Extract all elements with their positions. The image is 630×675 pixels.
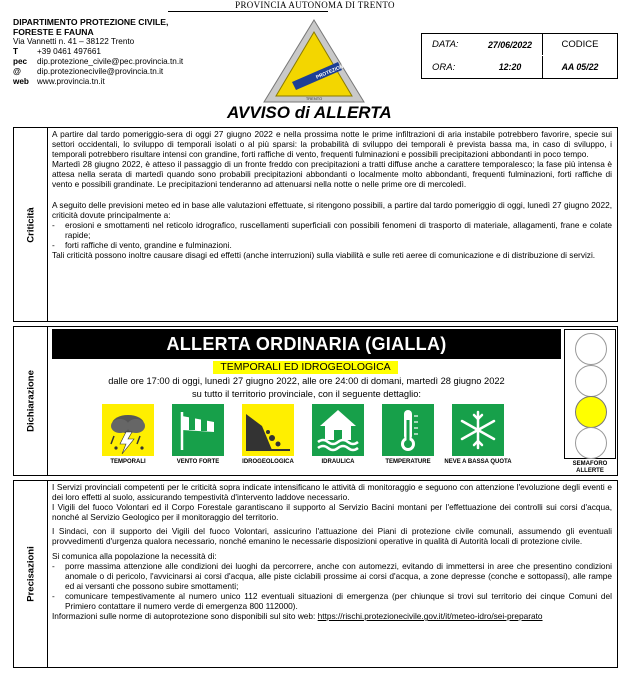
alert-area: su tutto il territorio provinciale, con il seguente dettaglio: — [192, 389, 421, 399]
dichiarazione-side-label: Dichiarazione — [14, 327, 48, 475]
windsock-icon — [172, 404, 224, 456]
precisazioni-paragraph: I Servizi provinciali competenti per le criticità sopra indicate intensificano le attività di monitoraggio e seguono con attenzione l'evoluzione degli eventi e dei loro effetti al suolo, assicurando tempestività d'intervento laddove necessario. — [52, 482, 612, 503]
document-meta — [421, 33, 618, 79]
alert-period: dalle ore 17:00 di oggi, lunedì 27 giugno 2022, alle ore 24:00 di domani, martedì 28 giugno 2022 — [108, 376, 505, 386]
landslide-icon — [242, 404, 294, 456]
criticita-side-label: Criticità — [14, 128, 48, 321]
hazard-neve — [444, 404, 512, 466]
department-info — [13, 17, 223, 87]
hazard-vento — [172, 404, 224, 466]
precisazioni-section — [13, 480, 618, 668]
date-label: DATA: — [432, 39, 459, 50]
dichiarazione-section — [13, 326, 618, 476]
contact-web[interactable]: web www.provincia.tn.it — [13, 77, 105, 86]
thermometer-icon — [382, 404, 434, 456]
storm-icon — [102, 404, 154, 456]
contact-pec[interactable]: pec dip.protezione_civile@pec.provincia.tn.it — [13, 57, 184, 66]
hazard-idraulica — [312, 404, 364, 466]
page-title: AVVISO di ALLERTA — [227, 103, 392, 122]
dept-name-line2: FORESTE E FAUNA — [13, 27, 94, 37]
lamp-green — [575, 427, 607, 459]
svg-text:TRENTO: TRENTO — [305, 96, 323, 101]
hazard-icons — [102, 404, 512, 470]
contact-email[interactable]: @ dip.protezionecivile@provincia.tn.it — [13, 67, 164, 76]
criticita-paragraph: A partire dal tardo pomeriggio-sera di oggi 27 giugno 2022 e nella prossima notte le prime infiltrazioni di aria instabile potrebbero favorire, specie sui settori occidentali, lo sviluppo di temporali isolati o al più sparsi: la probabilità di sviluppo dei temporali è prevista bassa ma, in caso di sviluppo, i temporali potrebbero risultare intensi con grandine, forti raffiche di vento, frequenti fulminazioni e possibili precipitazioni abbondanti in poco tempo. — [52, 129, 612, 160]
dept-name-line1: DIPARTIMENTO PROTEZIONE CIVILE, — [13, 17, 169, 27]
criticita-paragraph: A seguito delle previsioni meteo ed in base alle valutazioni effettuate, si ritengono possibili, a partire dal tardo pomeriggio di oggi, lunedì 27 giugno 2022, criticità dovute principalmente a: — [52, 199, 612, 220]
alert-type: TEMPORALI ED IDROGEOLOGICA — [213, 361, 398, 374]
hazard-label: VENTO FORTE — [176, 459, 220, 465]
dept-address: Via Vannetti n. 41 – 38122 Trento — [13, 37, 135, 46]
hazard-label: IDRAULICA — [321, 459, 355, 465]
time-label: ORA: — [432, 61, 456, 73]
criticita-section — [13, 127, 618, 322]
precisazioni-text — [52, 482, 612, 621]
hazard-temporali — [102, 404, 154, 466]
lamp-orange — [575, 365, 607, 397]
lamp-red — [575, 333, 607, 365]
contact-phone: T +39 0461 497661 — [13, 47, 101, 56]
precisazioni-paragraph: Informazioni sulle norme di autoprotezione sono disponibili sul sito web: https://rischi.protezionecivile.gov.it/it/meteo-idro/sei-preparato — [52, 611, 543, 622]
list-item: - erosioni e smottamenti nel reticolo idrografico, ruscellamenti superficiali con possibili fenomeni di trasporto di materiale, allagamenti, frane e colate rapide; — [52, 219, 612, 240]
criticita-text — [52, 129, 612, 260]
traffic-light-label: SEMAFORO ALLERTE — [572, 461, 608, 474]
hazard-label: TEMPERATURE — [385, 459, 431, 465]
protezione-civile-logo — [262, 18, 366, 104]
preparedness-link[interactable]: https://rischi.protezionecivile.gov.it/it/meteo-idro/sei-preparato — [317, 611, 543, 622]
list-item: - forti raffiche di vento, grandine e fulminazioni. — [52, 239, 232, 250]
precisazioni-paragraph: I Vigili del fuoco Volontari ed il Corpo Forestale garantiscano il supporto al Servizio Bacini montani per l'effettuazione dei controlli sui corsi d'acqua, nonché al Servizio Geologico per il monitoraggio del territorio. — [52, 502, 612, 523]
precisazioni-side-label: Precisazioni — [14, 481, 48, 667]
hazard-label: IDROGEOLOGICA — [242, 459, 294, 465]
alert-level-banner: ALLERTA ORDINARIA (GIALLA) — [52, 329, 561, 359]
list-item: - comunicare tempestivamente al numero unico 112 eventuali situazioni di emergenza (per chiunque si trovi sul territorio dei cinque Comuni del Primiero contattare il numero verde di emergenza 800 112000). — [52, 590, 612, 612]
code-label: CODICE — [542, 34, 617, 55]
list-item: - porre massima attenzione alle condizioni dei luoghi da percorrere, anche con automezzi, evitando di immettersi in aree che presentino condizioni anomale o di pericolo, l'avvicinarsi ai corsi d'acqua, alle piste ciclabili prossime ai corsi d'acqua, a zone depresse (conche e sottopassi), alle rampe ed ai versanti che possono subire smottamenti; — [52, 560, 612, 591]
hazard-temperature — [382, 404, 434, 466]
title-rule — [168, 11, 328, 12]
criticita-paragraph: Martedì 28 giugno 2022, è atteso il passaggio di un fronte freddo con precipitazioni a tratti diffuse anche a carattere temporalesco; la fase più intensa è attesa nella serata di martedì quando sono probabili precipitazioni abbondanti o localmente molto abbondanti, frequenti fulminazioni, forti raffiche di vento e possibili grandinate. Le precipitazioni tenderanno ad attenuarsi nella notte o nelle prime ore di mercoledì. — [52, 159, 612, 190]
lamp-yellow — [575, 396, 607, 428]
hazard-label: NEVE A BASSA QUOTA — [444, 459, 512, 465]
province-title: PROVINCIA AUTONOMA DI TRENTO — [235, 0, 395, 10]
code-value: AA 05/22 — [542, 56, 617, 78]
hazard-idrogeologica — [242, 404, 294, 466]
criticita-paragraph: Tali criticità possono inoltre causare disagi ed effetti (anche interruzioni) sulla viabilità e sulle reti aeree di comunicazione e di distribuzione di servizi. — [52, 250, 596, 261]
precisazioni-paragraph: Si comunica alla popolazione la necessità di: — [52, 550, 217, 561]
svg-text:PROTEZIONE CIVILE: PROTEZIONE CIVILE — [315, 55, 364, 81]
date-value: 27/06/2022 — [487, 39, 533, 50]
time-value: 12:20 — [498, 62, 522, 72]
snowflake-icon — [452, 404, 504, 456]
hazard-label: TEMPORALI — [110, 459, 146, 465]
precisazioni-paragraph: I Sindaci, con il supporto dei Vigili del fuoco Volontari, assicurino l'attuazione dei Piani di protezione civile comunali, assumendo gli eventuali provvedimenti d'urgenza qualora necessario, nonché emanino le necessarie disposizioni operative in qualità di Autorità locali di protezione civile. — [52, 526, 612, 547]
flood-house-icon — [312, 404, 364, 456]
traffic-light — [564, 329, 616, 459]
